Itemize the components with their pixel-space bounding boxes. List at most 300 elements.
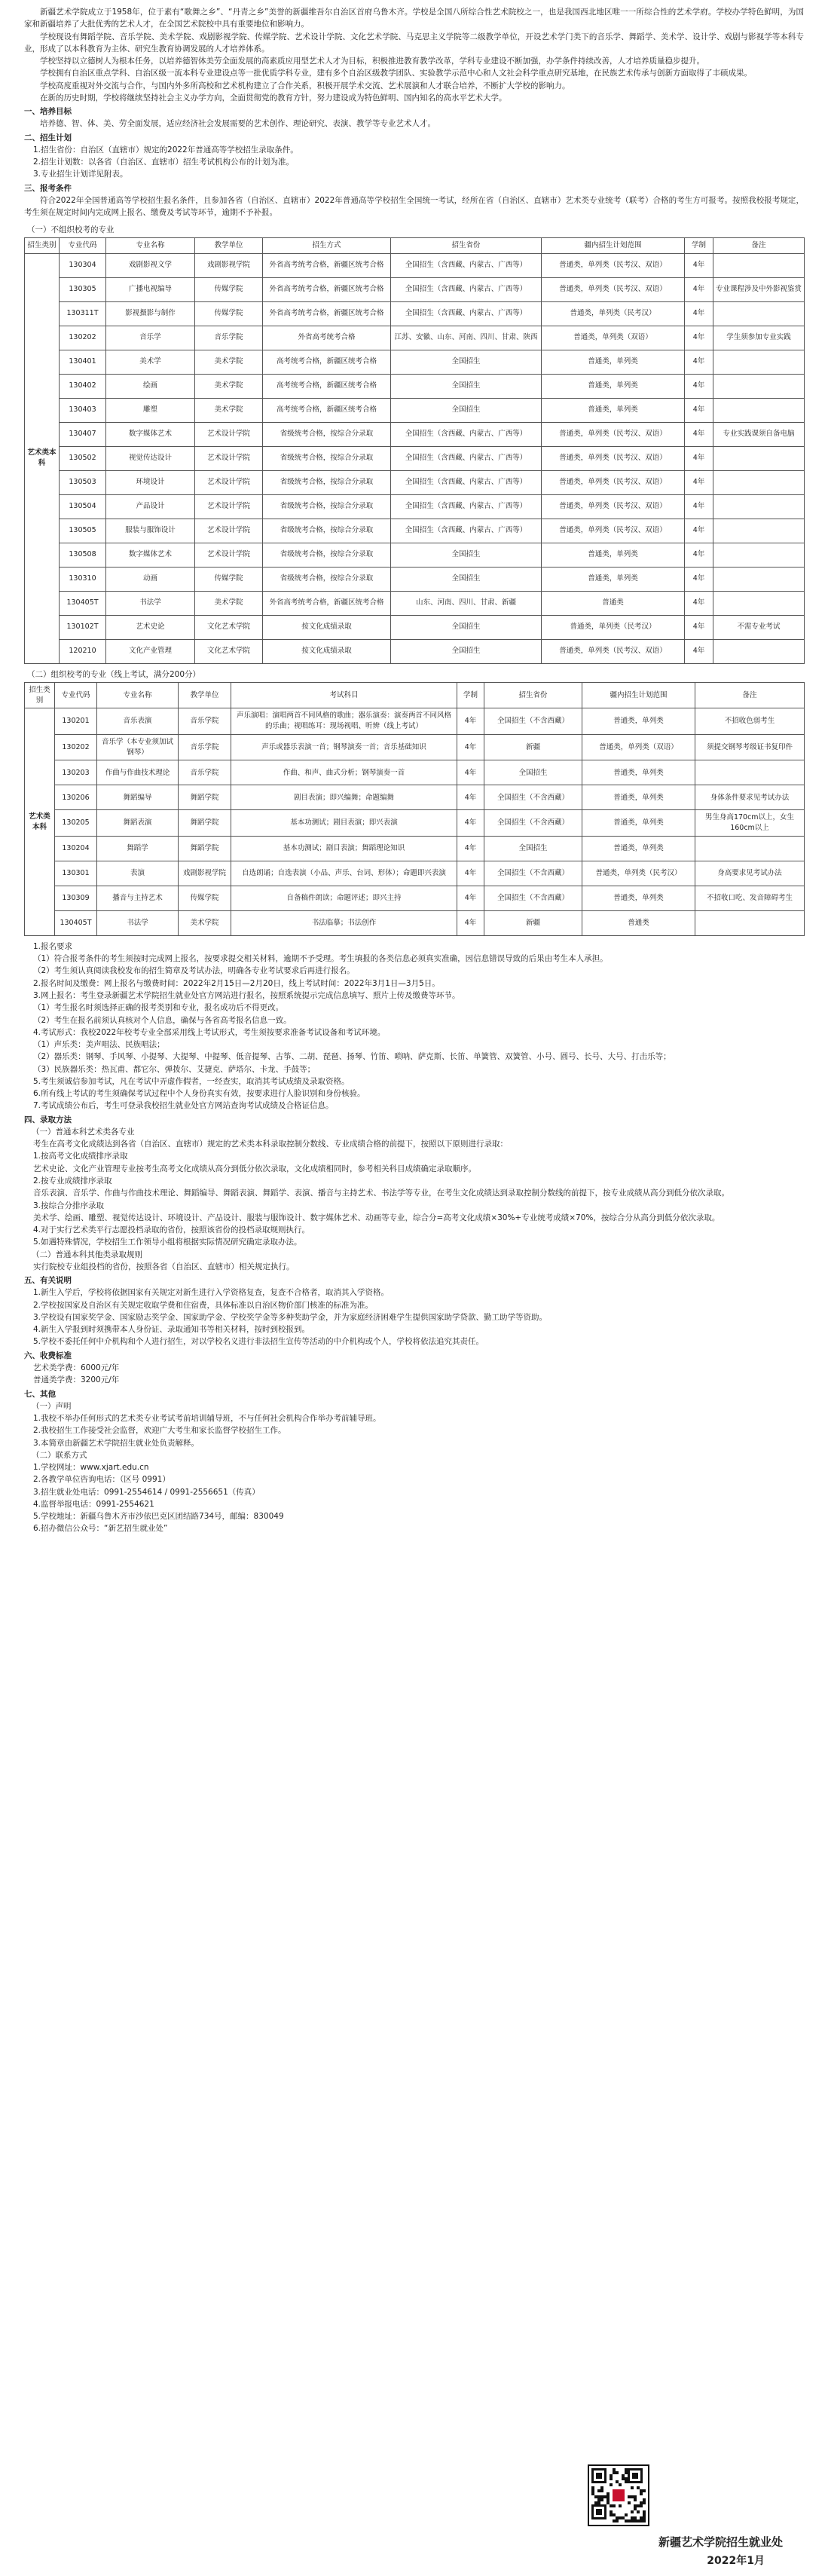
table-cell: 作曲、和声、曲式分析；钢琴演奏一首 xyxy=(231,760,457,785)
intro-paragraph: 新疆艺术学院成立于1958年，位于素有“歌舞之乡”、“丹青之乡”美誉的新疆维吾尔自治区首府乌鲁木齐。学校是全国八所综合性艺术院校之一，也是我国西北地区唯一一所综合性的艺术学府。学校办学特色鲜明，为国家和新疆培养了大批优秀的艺术人才，在全国艺术院校中具有重要地位和影响力。 xyxy=(24,8,804,29)
column-header: 备注 xyxy=(713,237,805,253)
issue-date: 2022年1月 xyxy=(707,2555,765,2567)
table-row xyxy=(25,591,805,615)
table-cell: 音乐学（本专业须加试钢琴） xyxy=(97,734,179,760)
table-cell: 4年 xyxy=(685,350,713,374)
table-row xyxy=(25,446,805,470)
table-cell: 服装与服饰设计 xyxy=(106,519,195,543)
table-cell: 4年 xyxy=(685,639,713,663)
exam-majors-table xyxy=(24,682,805,936)
table-cell: 普通类，单列类 xyxy=(542,398,685,422)
table-cell: 外省高考统考合格，新疆区统考合格 xyxy=(263,277,391,301)
table-cell: 自备稿件朗读；命题评述；即兴主持 xyxy=(231,886,457,910)
signature: 新疆艺术学院招生就业处 xyxy=(658,2535,783,2549)
table-cell: 4年 xyxy=(685,446,713,470)
rules-section xyxy=(24,941,804,1535)
table-cell: 全国招生（含西藏、内蒙古、广西等） xyxy=(391,470,542,494)
table-cell: 不需专业考试 xyxy=(713,615,805,639)
intro-paragraph: 学校坚持以立德树人为根本任务，以培养德智体美劳全面发展的高素质应用型艺术人才为目标，积极推进教育教学改革，学科专业建设不断加强，办学条件持续改善，人才培养质量稳步提升。 xyxy=(40,57,704,66)
column-header: 疆内招生计划范围 xyxy=(542,237,685,253)
table-cell: 表演 xyxy=(97,861,179,886)
category-cell: 艺术类本科 xyxy=(25,708,55,936)
table-cell: 作曲与作曲技术理论 xyxy=(97,760,179,785)
table-cell: 舞蹈学院 xyxy=(179,810,231,837)
table-row xyxy=(25,785,805,810)
table-cell: 130205 xyxy=(55,810,97,837)
table-cell: 舞蹈学院 xyxy=(179,785,231,810)
table-cell: 130502 xyxy=(60,446,106,470)
table-cell: 普通类，单列类（民考汉） xyxy=(542,301,685,326)
table-row xyxy=(25,350,805,374)
table-cell: 4年 xyxy=(457,910,484,935)
table-cell xyxy=(713,470,805,494)
qr-module xyxy=(616,2519,619,2522)
column-header: 备注 xyxy=(695,682,805,708)
table-cell: 声乐或器乐表演一首；钢琴演奏一首；音乐基础知识 xyxy=(231,734,457,760)
table-cell: 戏剧影视文学 xyxy=(106,253,195,277)
table-row xyxy=(25,910,805,935)
table-cell: 130403 xyxy=(60,398,106,422)
intro-paragraph: 学校高度重视对外交流与合作，与国内外多所高校和艺术机构建立了合作关系，积极开展学术交流、艺术展演和人才联合培养，不断扩大学校的影响力。 xyxy=(40,81,570,90)
column-header: 招生省份 xyxy=(391,237,542,253)
table-cell: 130203 xyxy=(55,760,97,785)
table-cell: 130301 xyxy=(55,861,97,886)
table-cell: 基本功测试；剧目表演；即兴表演 xyxy=(231,810,457,837)
rule-line: 7.考试成绩公布后，考生可登录我校招生就业处官方网站查询考试成绩及合格证信息。 xyxy=(33,1101,334,1111)
column-header: 招生类别 xyxy=(25,682,55,708)
table-cell: 省级统考合格，按综合分录取 xyxy=(263,422,391,446)
rule-line: 4.监督举报电话：0991-2554621 xyxy=(33,1499,154,1509)
qr-module xyxy=(619,2483,622,2486)
qr-module xyxy=(634,2498,637,2501)
table-row xyxy=(25,861,805,886)
table-row xyxy=(25,760,805,785)
admission-document xyxy=(24,6,804,1535)
rule-line: 七、其他 xyxy=(24,1389,56,1399)
category-cell: 艺术类本科 xyxy=(25,253,60,663)
table-cell: 普通类，单列类 xyxy=(582,785,695,810)
rule-line: 5.学校不委托任何中介机构和个人进行招生，对以学校名义进行非法招生宣传等活动的中介机构或个人，学校将依法追究其责任。 xyxy=(33,1337,484,1347)
qr-module xyxy=(600,2489,603,2492)
table-cell: 130401 xyxy=(60,350,106,374)
table-cell: 广播电视编导 xyxy=(106,277,195,301)
qr-module xyxy=(643,2489,646,2492)
qr-module xyxy=(610,2483,613,2486)
section-text: 符合2022年全国普通高等学校招生报名条件，且参加各省（自治区、直辖市）2022年普通高等学校招生全国统一考试，经所在省（自治区、直辖市）艺术类专业统考（联考）合格的考生方可报考。按照我校报考规定，考生须在规定时间内完成网上报名、缴费及考试等环节，逾期不予补报。 xyxy=(24,195,804,218)
column-header: 疆内招生计划范围 xyxy=(582,682,695,708)
table-cell xyxy=(713,639,805,663)
table-cell: 全国招生 xyxy=(391,567,542,591)
qr-module xyxy=(625,2480,628,2483)
table-cell: 省级统考合格，按综合分录取 xyxy=(263,519,391,543)
qr-module xyxy=(597,2501,600,2504)
qr-finder-inner xyxy=(594,2470,604,2481)
table-cell: 身高要求见考试办法 xyxy=(695,861,805,886)
column-header: 招生类别 xyxy=(25,237,60,253)
table-cell: 新疆 xyxy=(484,734,582,760)
table-cell: 普通类，单列类 xyxy=(542,350,685,374)
table-cell: 普通类，单列类（双语） xyxy=(582,734,695,760)
rule-line: 美术学、绘画、雕塑、视觉传达设计、环境设计、产品设计、服装与服饰设计、数字媒体艺术、动画等专业，综合分=高考文化成绩×30%+专业统考成绩×70%，按综合分从高分到低分依次录取。 xyxy=(33,1213,720,1222)
qr-module xyxy=(631,2510,634,2513)
table-cell: 普通类，单列类 xyxy=(542,543,685,567)
table-title: （二）组织校考的专业（线上考试，满分200分） xyxy=(27,669,201,679)
rule-line: 6.所有线上考试的考生须确保考试过程中个人身份真实有效，按要求进行人脸识别和身份核验。 xyxy=(33,1089,365,1099)
table-cell: 4年 xyxy=(685,398,713,422)
table-cell: 全国招生（不含西藏） xyxy=(484,886,582,910)
qr-finder xyxy=(591,2504,606,2519)
qr-module xyxy=(643,2519,646,2522)
table-cell: 普通类，单列类 xyxy=(582,708,695,735)
table-cell: 外省高考统考合格，新疆区统考合格 xyxy=(263,591,391,615)
table-cell: 美术学院 xyxy=(195,398,263,422)
table-cell: 省级统考合格，按综合分录取 xyxy=(263,543,391,567)
table-cell: 全国招生 xyxy=(391,543,542,567)
table-cell: 数字媒体艺术 xyxy=(106,422,195,446)
table-cell: 全国招生（含西藏、内蒙古、广西等） xyxy=(391,277,542,301)
rule-line: 四、录取方法 xyxy=(24,1115,72,1124)
qr-finder xyxy=(591,2468,606,2483)
table-cell: 全国招生（含西藏、内蒙古、广西等） xyxy=(391,446,542,470)
qr-module xyxy=(625,2513,628,2516)
table-cell: 普通类，单列类（民考汉、双语） xyxy=(542,422,685,446)
table-cell: 130402 xyxy=(60,374,106,398)
rule-line: 2.我校招生工作接受社会监督，欢迎广大考生和家长监督学校招生工作。 xyxy=(33,1426,286,1436)
rule-line: 1.学校网址：www.xjart.edu.cn xyxy=(33,1463,149,1473)
rule-line: 5.考生须诚信参加考试，凡在考试中弄虚作假者，一经查实，取消其考试成绩及录取资格。 xyxy=(33,1076,350,1086)
table-cell: 剧目表演；即兴编舞；命题编舞 xyxy=(231,785,457,810)
table-cell: 高考统考合格，新疆区统考合格 xyxy=(263,398,391,422)
column-header: 专业名称 xyxy=(106,237,195,253)
table-cell: 艺术设计学院 xyxy=(195,446,263,470)
table-cell: 130102T xyxy=(60,615,106,639)
table-cell: 传媒学院 xyxy=(195,567,263,591)
table-cell: 普通类，单列类（民考汉、双语） xyxy=(542,519,685,543)
table-cell: 4年 xyxy=(457,785,484,810)
qr-module xyxy=(643,2501,646,2504)
table-row xyxy=(25,326,805,350)
table-cell: 音乐学院 xyxy=(179,708,231,735)
rule-line: 2.各教学单位咨询电话：（区号 0991） xyxy=(33,1475,170,1485)
table-row xyxy=(25,519,805,543)
rule-line: （一）普通本科艺术类各专业 xyxy=(32,1127,135,1137)
table-cell: 4年 xyxy=(685,615,713,639)
table-cell: 普通类，单列类 xyxy=(542,567,685,591)
table-row xyxy=(25,567,805,591)
table-cell: 普通类，单列类（民考汉） xyxy=(582,861,695,886)
rule-line: （1）考生报名时须选择正确的报考类别和专业，报名成功后不得更改。 xyxy=(33,1003,284,1013)
table-cell: 4年 xyxy=(457,810,484,837)
table-cell: 播音与主持艺术 xyxy=(97,886,179,910)
rule-line: 1.按高考文化成绩排序录取 xyxy=(33,1152,128,1161)
table-cell xyxy=(713,591,805,615)
table-cell: 普通类，单列类 xyxy=(542,374,685,398)
table-cell: 江苏、安徽、山东、河南、四川、甘肃、陕西 xyxy=(391,326,542,350)
section-title: 一、培养目标 xyxy=(24,107,72,117)
table-cell: 130202 xyxy=(60,326,106,350)
table-cell: 全国招生 xyxy=(484,836,582,861)
rule-line: 普通类学费：3200元/年 xyxy=(33,1375,120,1385)
table-cell: 4年 xyxy=(457,734,484,760)
rule-line: （1）声乐类：美声唱法、民族唱法； xyxy=(33,1040,165,1050)
table-cell: 4年 xyxy=(685,591,713,615)
rule-line: 3.网上报名：考生登录新疆艺术学院招生就业处官方网站进行报名，按照系统提示完成信息填写、照片上传及缴费等环节。 xyxy=(33,991,460,1000)
column-header: 专业名称 xyxy=(97,682,179,708)
table-header-row xyxy=(25,237,805,253)
table-cell xyxy=(713,446,805,470)
table-cell: 全国招生（含西藏、内蒙古、广西等） xyxy=(391,253,542,277)
rule-line: 4.考试形式：我校2022年校考专业全部采用线上考试形式，考生须按要求准备考试设备和考试环境。 xyxy=(33,1027,386,1037)
plan-item: 1.招生省份：自治区（直辖市）规定的2022年普通高等学校招生录取条件。 xyxy=(33,145,298,154)
table-cell: 4年 xyxy=(457,708,484,735)
table-cell: 美术学院 xyxy=(195,350,263,374)
table-cell: 4年 xyxy=(685,567,713,591)
column-header: 教学单位 xyxy=(195,237,263,253)
table-cell: 艺术设计学院 xyxy=(195,470,263,494)
table-cell: 戏剧影视学院 xyxy=(179,861,231,886)
table-cell: 传媒学院 xyxy=(195,277,263,301)
qr-module xyxy=(640,2492,643,2495)
column-header: 招生省份 xyxy=(484,682,582,708)
table-cell: 戏剧影视学院 xyxy=(195,253,263,277)
table-cell: 书法学 xyxy=(106,591,195,615)
table-title: （一）不组织校考的专业 xyxy=(27,225,115,234)
rule-line: （3）民族器乐类：热瓦甫、都它尔、弹拨尔、艾捷克、萨塔尔、卡龙、手鼓等； xyxy=(33,1064,316,1074)
table-row xyxy=(25,708,805,735)
table-cell: 130201 xyxy=(55,708,97,735)
table-cell: 4年 xyxy=(685,494,713,519)
table-cell: 普通类，单列类（双语） xyxy=(542,326,685,350)
table-cell: 普通类，单列类（民考汉、双语） xyxy=(542,277,685,301)
column-header: 考试科目 xyxy=(231,682,457,708)
rule-line: 5.学校地址：新疆乌鲁木齐市沙依巴克区团结路734号，邮编：830049 xyxy=(33,1512,284,1522)
table-cell: 省级统考合格，按综合分录取 xyxy=(263,567,391,591)
column-header: 专业代码 xyxy=(60,237,106,253)
section-text: 培养德、智、体、美、劳全面发展，适应经济社会发展需要的艺术创作、理论研究、表演、教学等专业艺术人才。 xyxy=(40,119,435,129)
table-cell: 美术学院 xyxy=(195,374,263,398)
table-cell: 全国招生 xyxy=(391,374,542,398)
table-cell: 130405T xyxy=(60,591,106,615)
table-cell: 普通类，单列类（民考汉） xyxy=(542,615,685,639)
table-cell: 全国招生（不含西藏） xyxy=(484,785,582,810)
qr-finder-core xyxy=(596,2473,602,2479)
qr-finder xyxy=(628,2468,643,2483)
table-cell: 影视摄影与制作 xyxy=(106,301,195,326)
section-title: 三、报考条件 xyxy=(24,183,72,193)
table-cell: 4年 xyxy=(685,543,713,567)
table-cell: 4年 xyxy=(685,326,713,350)
table-row xyxy=(25,639,805,663)
table-cell: 自选朗诵；自选表演（小品、声乐、台词、形体）；命题即兴表演 xyxy=(231,861,457,886)
table-cell xyxy=(713,253,805,277)
table-cell xyxy=(695,910,805,935)
table-cell: 数字媒体艺术 xyxy=(106,543,195,567)
rule-line: （2）考生须认真阅读我校发布的招生简章及考试办法，明确各专业考试要求后再进行报名。 xyxy=(33,966,355,976)
non-exam-majors-table xyxy=(24,237,805,664)
table-cell: 普通类 xyxy=(542,591,685,615)
rule-line: （二）普通本科其他类录取规则 xyxy=(32,1250,142,1259)
table-cell: 不招收色弱考生 xyxy=(695,708,805,735)
rule-line: （2）器乐类：钢琴、手风琴、小提琴、大提琴、中提琴、低音提琴、古筝、二胡、琵琶、扬琴、竹笛、唢呐、萨克斯、长笛、单簧管、双簧管、小号、圆号、长号、大号、打击乐等； xyxy=(33,1052,671,1062)
table-cell xyxy=(713,398,805,422)
table-cell: 绘画 xyxy=(106,374,195,398)
rule-line: 3.按综合分排序录取 xyxy=(33,1201,105,1210)
qr-finder-inner xyxy=(630,2470,640,2481)
table-row xyxy=(25,734,805,760)
table-cell: 普通类 xyxy=(582,910,695,935)
table-cell: 全国招生（含西藏、内蒙古、广西等） xyxy=(391,301,542,326)
qr-module xyxy=(631,2486,634,2489)
table-cell: 声乐演唱：演唱两首不同风格的歌曲；器乐演奏：演奏两首不同风格的乐曲；视唱练耳：现场视唱、听辨（线上考试） xyxy=(231,708,457,735)
table-cell xyxy=(695,836,805,861)
table-cell xyxy=(713,519,805,543)
qr-module xyxy=(616,2471,619,2474)
rule-line: 1.新生入学后，学校将依据国家有关规定对新生进行入学资格复查，复查不合格者，取消其入学资格。 xyxy=(33,1288,390,1298)
table-cell: 新疆 xyxy=(484,910,582,935)
table-cell: 4年 xyxy=(457,760,484,785)
table-cell: 美术学院 xyxy=(179,910,231,935)
rule-line: 4.新生入学报到时须携带本人身份证、录取通知书等相关材料，按时到校报到。 xyxy=(33,1325,310,1335)
qr-code[interactable] xyxy=(588,2464,649,2526)
table-row xyxy=(25,543,805,567)
table-cell: 音乐表演 xyxy=(97,708,179,735)
table-cell xyxy=(695,760,805,785)
table-row xyxy=(25,494,805,519)
table-cell: 美术学 xyxy=(106,350,195,374)
table-cell: 普通类，单列类 xyxy=(582,836,695,861)
table-cell: 传媒学院 xyxy=(195,301,263,326)
table-cell xyxy=(713,543,805,567)
table-cell: 全国招生 xyxy=(391,615,542,639)
intro-paragraph: 学校现设有舞蹈学院、音乐学院、美术学院、戏剧影视学院、传媒学院、艺术设计学院、文化艺术学院、马克思主义学院等二级教学单位，开设艺术学门类下的音乐学、舞蹈学、美术学、设计学、戏剧与影视学等本科专业，形成了以本科教育为主体、研究生教育协调发展的人才培养体系。 xyxy=(24,32,804,54)
intro-section xyxy=(24,6,804,104)
rule-line: 4.对于实行艺术类平行志愿投档录取的省份，按照该省份的投档录取规则执行。 xyxy=(33,1225,310,1235)
table-cell xyxy=(713,301,805,326)
rule-line: （二）联系方式 xyxy=(32,1450,87,1460)
table-row xyxy=(25,277,805,301)
rule-line: 艺术史论、文化产业管理专业按考生高考文化成绩从高分到低分依次录取，文化成绩相同时，参考相关科目成绩确定录取顺序。 xyxy=(33,1164,476,1173)
qr-module xyxy=(640,2504,643,2507)
table-cell: 全国招生（不含西藏） xyxy=(484,861,582,886)
table-cell: 视觉传达设计 xyxy=(106,446,195,470)
table-cell xyxy=(713,374,805,398)
table-cell: 4年 xyxy=(685,374,713,398)
table-cell: 舞蹈学 xyxy=(97,836,179,861)
rule-line: 五、有关说明 xyxy=(24,1276,72,1286)
table-cell: 学生须参加专业实践 xyxy=(713,326,805,350)
table-cell: 130311T xyxy=(60,301,106,326)
rule-line: 音乐表演、音乐学、作曲与作曲技术理论、舞蹈编导、舞蹈表演、舞蹈学、表演、播音与主持艺术、书法学等专业，在考生文化成绩达到录取控制分数线的前提下，按专业成绩从高分到低分依次录取。 xyxy=(33,1189,729,1198)
qr-finder-inner xyxy=(594,2507,604,2517)
rule-line: 3.招生就业处电话：0991-2554614 / 0991-2556651（传真） xyxy=(33,1487,260,1497)
table-cell: 艺术设计学院 xyxy=(195,494,263,519)
table-cell: 全国招生 xyxy=(484,760,582,785)
table-cell: 130405T xyxy=(55,910,97,935)
table-cell: 高考统考合格，新疆区统考合格 xyxy=(263,350,391,374)
table-cell: 文化产业管理 xyxy=(106,639,195,663)
table-row xyxy=(25,398,805,422)
table-cell: 普通类，单列类（民考汉、双语） xyxy=(542,494,685,519)
rule-line: 3.本简章由新疆艺术学院招生就业处负责解释。 xyxy=(33,1438,200,1448)
qr-module xyxy=(637,2510,640,2513)
column-header: 专业代码 xyxy=(55,682,97,708)
table-cell: 省级统考合格，按综合分录取 xyxy=(263,494,391,519)
table-cell: 书法临摹；书法创作 xyxy=(231,910,457,935)
rule-line: 艺术类学费：6000元/年 xyxy=(33,1363,120,1372)
table-cell: 普通类，单列类 xyxy=(582,810,695,837)
table-cell: 全国招生（不含西藏） xyxy=(484,708,582,735)
table-cell: 音乐学院 xyxy=(179,760,231,785)
table-cell: 130204 xyxy=(55,836,97,861)
rule-line: 1.我校不举办任何形式的艺术类专业考试考前培训辅导班，不与任何社会机构合作举办考前辅导班。 xyxy=(33,1414,381,1424)
table-cell xyxy=(713,567,805,591)
rule-line: 2.报名时间及缴费：网上报名与缴费时间：2022年2月15日—2月20日，线上考试时间：2022年3月1日—3月5日。 xyxy=(33,978,440,988)
table-cell: 4年 xyxy=(685,277,713,301)
plan-item: 2.招生计划数：以各省（自治区、直辖市）招生考试机构公布的计划为准。 xyxy=(33,158,295,167)
table-cell: 4年 xyxy=(457,836,484,861)
section-title: 二、招生计划 xyxy=(24,133,72,142)
plan-list xyxy=(24,144,804,181)
table-cell: 基本功测试；剧目表演；舞蹈理论知识 xyxy=(231,836,457,861)
table-cell: 音乐学院 xyxy=(179,734,231,760)
table-cell: 高考统考合格，新疆区统考合格 xyxy=(263,374,391,398)
table-cell: 130508 xyxy=(60,543,106,567)
table-cell: 全国招生（含西藏、内蒙古、广西等） xyxy=(391,422,542,446)
table-cell: 艺术设计学院 xyxy=(195,422,263,446)
table-cell: 音乐学院 xyxy=(195,326,263,350)
table-cell: 舞蹈表演 xyxy=(97,810,179,837)
qr-finder-core xyxy=(596,2509,602,2515)
rule-line: （2）考生在报名前须认真核对个人信息，确保与各省高考报名信息一致。 xyxy=(33,1015,292,1025)
table-cell: 4年 xyxy=(457,861,484,886)
table-cell: 普通类，单列类（民考汉、双语） xyxy=(542,639,685,663)
table-cell: 艺术史论 xyxy=(106,615,195,639)
plan-item: 3.专业招生计划详见附表。 xyxy=(33,170,128,179)
table-cell: 艺术设计学院 xyxy=(195,543,263,567)
table-cell: 4年 xyxy=(457,886,484,910)
table-row xyxy=(25,374,805,398)
intro-paragraph: 学校拥有自治区重点学科、自治区级一流本科专业建设点等一批优质学科专业，建有多个自治区级教学团队、实验教学示范中心和人文社会科学重点研究基地，在民族艺术传承与创新方面取得了丰硕成果。 xyxy=(40,69,752,78)
table-row xyxy=(25,301,805,326)
rule-line: 实行院校专业组投档的省份，按照各省（自治区、直辖市）相关规定执行。 xyxy=(33,1262,295,1271)
table-cell: 130202 xyxy=(55,734,97,760)
column-header: 教学单位 xyxy=(179,682,231,708)
table-cell: 雕塑 xyxy=(106,398,195,422)
table-cell: 4年 xyxy=(685,422,713,446)
table-cell: 身体条件要求见考试办法 xyxy=(695,785,805,810)
table-cell: 舞蹈学院 xyxy=(179,836,231,861)
table-cell: 4年 xyxy=(685,470,713,494)
table-cell: 4年 xyxy=(685,519,713,543)
table-cell: 山东、河南、四川、甘肃、新疆 xyxy=(391,591,542,615)
qr-module xyxy=(613,2504,616,2507)
table-cell: 普通类，单列类（民考汉、双语） xyxy=(542,253,685,277)
table-cell: 4年 xyxy=(685,253,713,277)
qr-module xyxy=(628,2501,631,2504)
qr-finder-core xyxy=(632,2473,638,2479)
rule-line: 1.报名要求 xyxy=(33,941,73,951)
rule-line: 考生在高考文化成绩达到各省（自治区、直辖市）规定的艺术类本科录取控制分数线、专业成绩合格的前提下，按照以下原则进行录取： xyxy=(33,1140,508,1149)
table-cell: 全国招生（含西藏、内蒙古、广西等） xyxy=(391,494,542,519)
table-cell: 书法学 xyxy=(97,910,179,935)
rule-line: 六、收费标准 xyxy=(24,1351,72,1360)
table-cell: 省级统考合格，按综合分录取 xyxy=(263,470,391,494)
rule-line: 2.按专业成绩排序录取 xyxy=(33,1176,112,1186)
table-cell: 130305 xyxy=(60,277,106,301)
table-cell: 外省高考统考合格，新疆区统考合格 xyxy=(263,253,391,277)
footer xyxy=(0,2464,828,2570)
table-cell: 艺术设计学院 xyxy=(195,519,263,543)
